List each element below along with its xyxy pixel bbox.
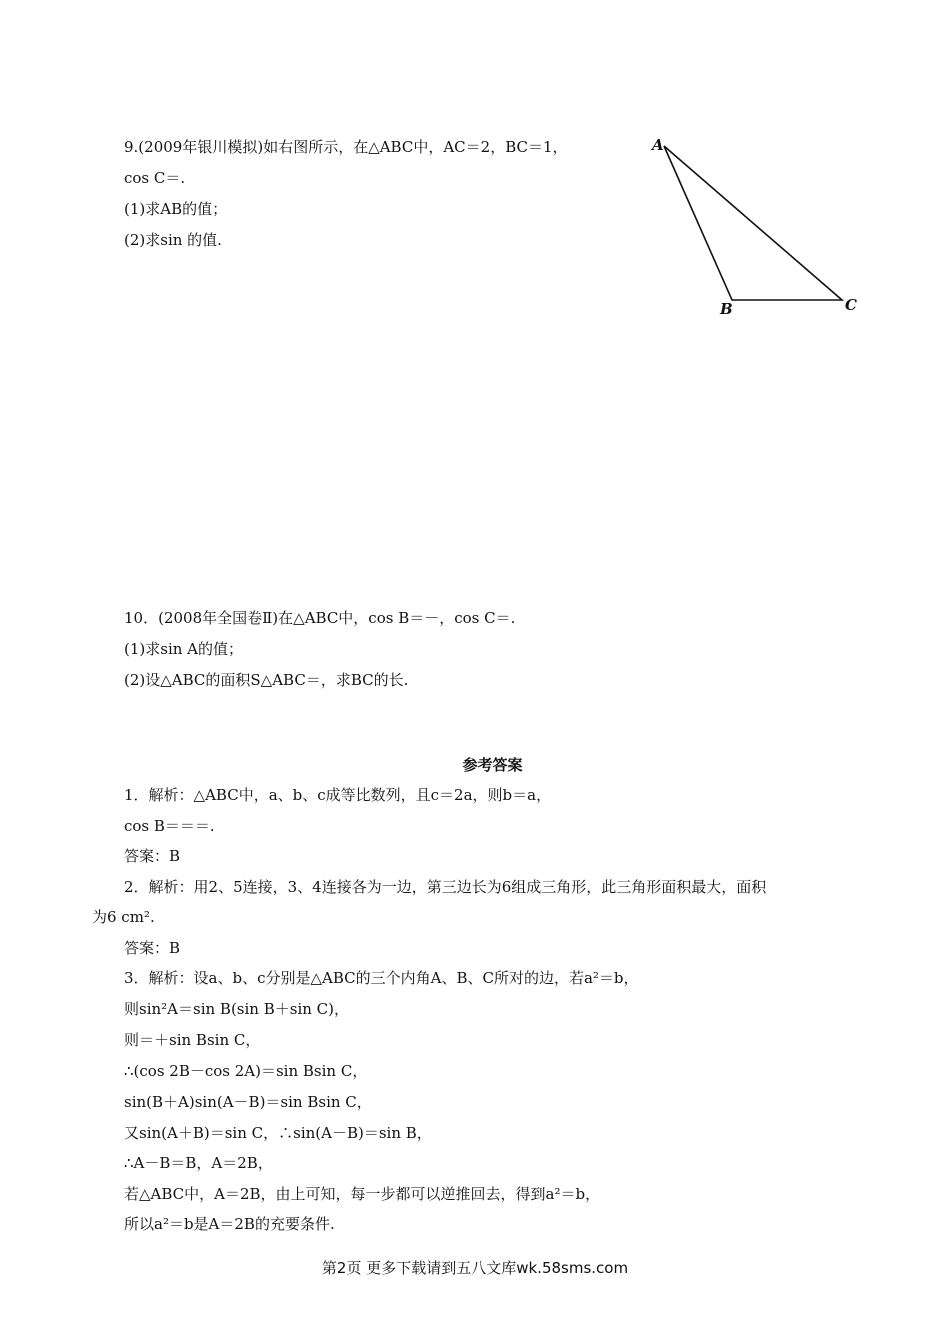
problem-9-question-1: (1)求AB的值； [124, 200, 228, 218]
answer-line: cos B＝＝＝. [124, 817, 215, 835]
answer-line: ∴(cos 2B－cos 2A)＝sin Bsin C， [124, 1062, 368, 1080]
answer-line: ∴A－B＝B，A＝2B， [124, 1154, 273, 1172]
answer-line: 答案：B [124, 847, 181, 865]
problem-10-stem: 10．(2008年全国卷Ⅱ)在△ABC中，cos B＝－，cos C＝. [124, 609, 516, 627]
problem-10-question-1: (1)求sin A的值； [124, 640, 244, 658]
answer-line: 为6 cm². [92, 908, 155, 926]
vertex-label-c: C [845, 296, 857, 314]
answer-line: 3．解析：设a、b、c分别是△ABC的三个内角A、B、C所对的边，若a²＝b， [124, 969, 639, 987]
answer-line: 又sin(A＋B)＝sin C，∴sin(A－B)＝sin B， [124, 1124, 432, 1142]
answer-line: 答案：B [124, 939, 181, 957]
problem-10-question-2: (2)设△ABC的面积S△ABC＝，求BC的长. [124, 671, 409, 689]
answer-line: 则＝＋sin Bsin C， [124, 1031, 261, 1049]
answer-line: 1．解析：△ABC中，a、b、c成等比数列，且c＝2a，则b＝a， [124, 786, 552, 804]
answer-line: 则sin²A＝sin B(sin B＋sin C)， [124, 1000, 350, 1018]
answer-line: 若△ABC中，A＝2B，由上可知，每一步都可以逆推回去，得到a²＝b， [124, 1185, 601, 1203]
triangle-abc-figure [640, 130, 880, 325]
page-footer: 第2页 更多下载请到五八文库wk.58sms.com [321, 1259, 629, 1277]
vertex-label-a: A [652, 136, 664, 154]
triangle-outline [664, 146, 842, 300]
problem-9-question-2: (2)求sin 的值. [124, 231, 222, 249]
answer-line: 2．解析：用2、5连接，3、4连接各为一边，第三边长为6组成三角形，此三角形面积最大，面积 [124, 878, 767, 896]
answer-line: 所以a²＝b是A＝2B的充要条件. [124, 1215, 335, 1233]
problem-9-condition: cos C＝. [124, 169, 186, 187]
answer-line: sin(B＋A)sin(A－B)＝sin Bsin C， [124, 1093, 372, 1111]
problem-9-stem: 9.(2009年银川模拟)如右图所示，在△ABC中，AC＝2，BC＝1， [124, 138, 568, 156]
vertex-label-b: B [720, 300, 733, 318]
answers-title: 参考答案 [462, 756, 523, 774]
